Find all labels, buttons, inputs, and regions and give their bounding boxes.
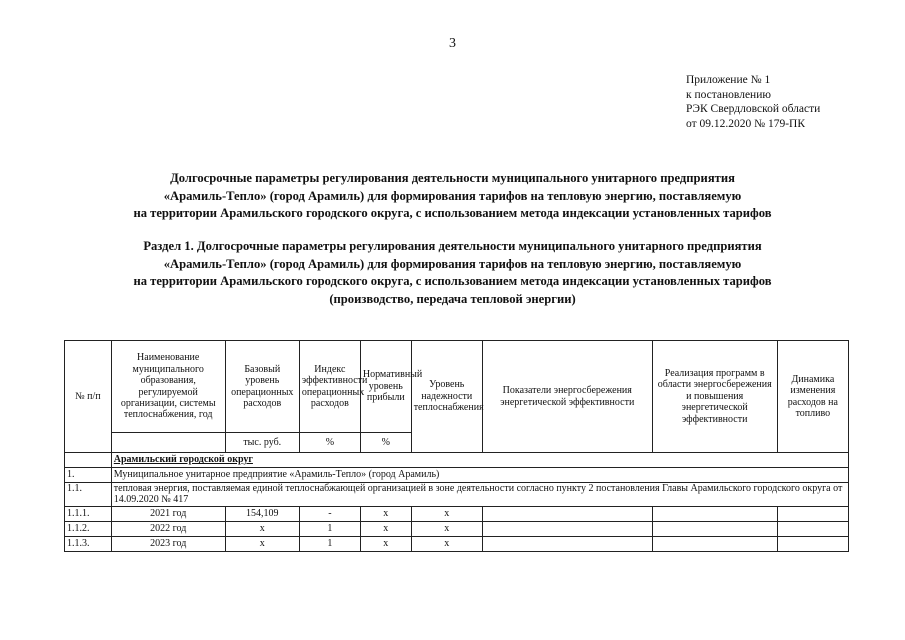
- org-name: Муниципальное унитарное предприятие «Арамиль-Тепло» (город Арамиль): [111, 468, 848, 483]
- row-index: -: [299, 506, 360, 521]
- unit-empty: [111, 433, 225, 453]
- appendix-note: [686, 73, 820, 131]
- header-reliability: Уровень надежности теплоснабжения: [411, 341, 482, 453]
- table-row: [65, 521, 849, 536]
- row-reliability: x: [411, 536, 482, 551]
- row-fuel: [777, 521, 848, 536]
- row-programs: [652, 521, 777, 536]
- row-index: 1: [299, 521, 360, 536]
- row-norm: x: [360, 506, 411, 521]
- row-reliability: x: [411, 506, 482, 521]
- sub-num: 1.1.: [65, 483, 112, 507]
- section-line: на территории Арамильского городского округа, с использованием метода индексации установленных тарифов: [133, 274, 772, 288]
- row-energy-saving: [482, 536, 652, 551]
- row-index: 1: [299, 536, 360, 551]
- row-num: 1.1.2.: [65, 521, 112, 536]
- title-line: Долгосрочные параметры регулирования деятельности муниципального унитарного предприятия: [170, 171, 735, 185]
- unit-index: %: [299, 433, 360, 453]
- header-base: Базовый уровень операционных расходов: [225, 341, 299, 433]
- row-programs: [652, 536, 777, 551]
- header-norm: Нормативный уровень прибыли: [360, 341, 411, 433]
- parameters-table: [64, 340, 849, 552]
- row-year: 2022 год: [111, 521, 225, 536]
- district-cell: [111, 453, 848, 468]
- section-line: «Арамиль-Тепло» (город Арамиль) для формирования тарифов на тепловую энергию, поставляемую: [163, 256, 742, 271]
- title-line: «Арамиль-Тепло» (город Арамиль) для формирования тарифов на тепловую энергию, поставляемую: [163, 188, 742, 203]
- sub-text: тепловая энергия, поставляемая единой теплоснабжающей организацией в зоне деятельности согласно пункту 2 постановления Главы Арамильского городского округа от 14.09.2020 № 417: [111, 483, 848, 507]
- appendix-line: к постановлению: [686, 88, 771, 101]
- row-programs: [652, 506, 777, 521]
- appendix-line: от 09.12.2020 № 179-ПК: [686, 117, 806, 130]
- document-title: [0, 170, 905, 223]
- org-num: 1.: [65, 468, 112, 483]
- row-base: x: [225, 521, 299, 536]
- row-energy-saving: [482, 506, 652, 521]
- header-index: Индекс эффективности операционных расходов: [299, 341, 360, 433]
- district-num-cell: [65, 453, 112, 468]
- unit-norm: %: [360, 433, 411, 453]
- appendix-line: РЭК Свердловской области: [686, 103, 821, 115]
- row-year: 2021 год: [111, 506, 225, 521]
- header-programs: Реализация программ в области энергосбережения и повышения энергетической эффективности: [652, 341, 777, 453]
- section-line: Раздел 1. Долгосрочные параметры регулирования деятельности муниципального унитарного предприятия: [143, 239, 762, 253]
- header-name: Наименование муниципального образования, регулируемой организации, системы теплоснабжения, год: [111, 341, 225, 433]
- row-year: 2023 год: [111, 536, 225, 551]
- row-num: 1.1.3.: [65, 536, 112, 551]
- row-base: x: [225, 536, 299, 551]
- row-energy-saving: [482, 521, 652, 536]
- title-line: на территории Арамильского городского округа, с использованием метода индексации установленных тарифов: [133, 206, 772, 220]
- table-row: [65, 506, 849, 521]
- row-fuel: [777, 536, 848, 551]
- row-norm: x: [360, 521, 411, 536]
- page-number: 3: [449, 36, 456, 51]
- section-line: (производство, передача тепловой энергии): [329, 291, 576, 306]
- row-norm: x: [360, 536, 411, 551]
- header-num: № п/п: [65, 341, 112, 453]
- district-name: Арамильский городской округ: [113, 454, 253, 466]
- row-reliability: x: [411, 521, 482, 536]
- unit-base: тыс. руб.: [225, 433, 299, 453]
- row-num: 1.1.1.: [65, 506, 112, 521]
- row-base: 154,109: [225, 506, 299, 521]
- appendix-line: Приложение № 1: [686, 74, 771, 86]
- header-energy-saving: Показатели энергосбережения энергетической эффективности: [482, 341, 652, 453]
- row-fuel: [777, 506, 848, 521]
- table-row: [65, 536, 849, 551]
- section-title: [0, 238, 905, 308]
- header-fuel: Динамика изменения расходов на топливо: [777, 341, 848, 453]
